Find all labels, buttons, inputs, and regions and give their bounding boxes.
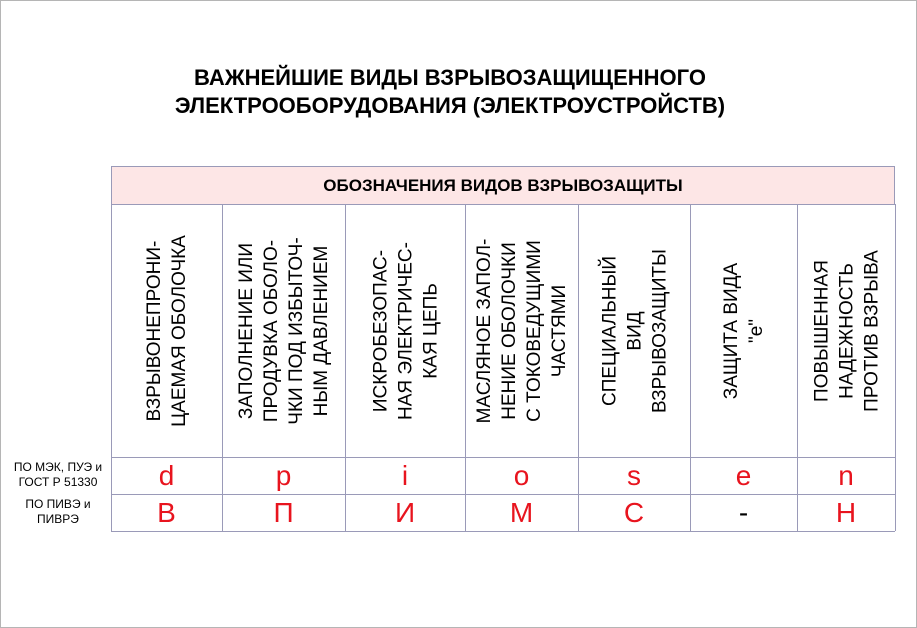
column-header-7 xyxy=(797,204,895,457)
table-header xyxy=(111,166,895,205)
column-header-line: ЦАЕМАЯ ОБОЛОЧКА xyxy=(169,234,190,427)
table-cell: Н xyxy=(835,497,857,528)
column-header-text xyxy=(597,213,672,448)
row-label-line: ПО ПИВЭ и xyxy=(25,497,91,511)
column-header-line: ВЗРЫВОЗАЩИТЫ xyxy=(649,248,670,413)
title-line-2: ЭЛЕКТРООБОРУДОВАНИЯ (ЭЛЕКТРОУСТРОЙСТВ) xyxy=(174,93,726,118)
table-cell: - xyxy=(738,497,749,528)
column-header-text xyxy=(142,213,192,448)
row-label-2 xyxy=(4,497,112,527)
table-cell: И xyxy=(394,497,416,528)
column-header-line: ЗАПОЛНЕНИЕ ИЛИ xyxy=(236,242,257,419)
table-cell: С xyxy=(623,497,645,528)
table-cell: p xyxy=(275,460,292,491)
column-header-text xyxy=(809,213,884,448)
column-header-4 xyxy=(465,204,578,457)
column-header-line: ИСКРОБЕЗОПАС- xyxy=(370,249,391,412)
column-header-3 xyxy=(345,204,465,457)
column-header-line: ВИД xyxy=(624,310,645,351)
table-cell: М xyxy=(509,497,534,528)
table-cell: В xyxy=(157,497,176,528)
column-header-line: ПРОТИВ ВЗРЫВА xyxy=(861,249,882,412)
column-header-line: ЗАЩИТА ВИДА xyxy=(721,262,742,399)
column-header-line: С ТОКОВЕДУЩИМИ xyxy=(524,239,545,422)
column-header-line: НАЯ ЭЛЕКТРИЧЕС- xyxy=(395,241,416,420)
column-header-line: СПЕЦИАЛЬНЫЙ xyxy=(599,255,620,406)
row-label-line: ПИВРЭ xyxy=(37,512,79,526)
column-header-line: НЫМ ДАВЛЕНИЕМ xyxy=(311,245,332,416)
page-title xyxy=(100,64,800,120)
grid-line-horizontal xyxy=(111,531,895,532)
column-header-line: ЧКИ ПОД ИЗБЫТОЧ- xyxy=(286,236,307,425)
column-header-line: ПРОДУВКА ОБОЛО- xyxy=(261,239,282,422)
column-header-line: "е" xyxy=(746,318,767,343)
table-cell: s xyxy=(627,460,641,491)
column-header-line: ЧАСТЯМИ xyxy=(549,284,570,377)
table-cell: n xyxy=(838,460,854,491)
column-header-2 xyxy=(222,204,345,457)
table-header-label: ОБОЗНАЧЕНИЯ ВИДОВ ВЗРЫВОЗАЩИТЫ xyxy=(323,175,683,195)
table-cell: i xyxy=(401,460,409,491)
column-header-line: КАЯ ЦЕПЬ xyxy=(420,282,441,379)
table-cell: d xyxy=(158,460,175,491)
column-header-text xyxy=(719,213,769,448)
column-header-6 xyxy=(690,204,797,457)
row-label-1 xyxy=(4,460,112,490)
row-label-line: ПО МЭК, ПУЭ и xyxy=(13,460,103,474)
column-header-line: МАСЛЯНОЕ ЗАПОЛ- xyxy=(474,238,495,423)
column-header-line: ВЗРЫВОНЕПРОНИ- xyxy=(144,240,165,421)
column-header-5 xyxy=(578,204,690,457)
column-header-text xyxy=(472,213,572,448)
grid-line-vertical xyxy=(895,204,896,531)
table-cell: П xyxy=(273,497,294,528)
column-header-text xyxy=(234,213,334,448)
title-line-1: ВАЖНЕЙШИЕ ВИДЫ ВЗРЫВОЗАЩИЩЕННОГО xyxy=(194,65,706,90)
column-header-line: НАДЕЖНОСТЬ xyxy=(836,262,857,399)
column-header-line: НЕНИЕ ОБОЛОЧКИ xyxy=(499,241,520,420)
table-cell: o xyxy=(513,460,530,491)
table-cell: e xyxy=(735,460,752,491)
row-label-line: ГОСТ Р 51330 xyxy=(18,475,98,489)
column-header-1 xyxy=(111,204,222,457)
column-header-text xyxy=(368,213,443,448)
column-header-line: ПОВЫШЕННАЯ xyxy=(811,259,832,402)
